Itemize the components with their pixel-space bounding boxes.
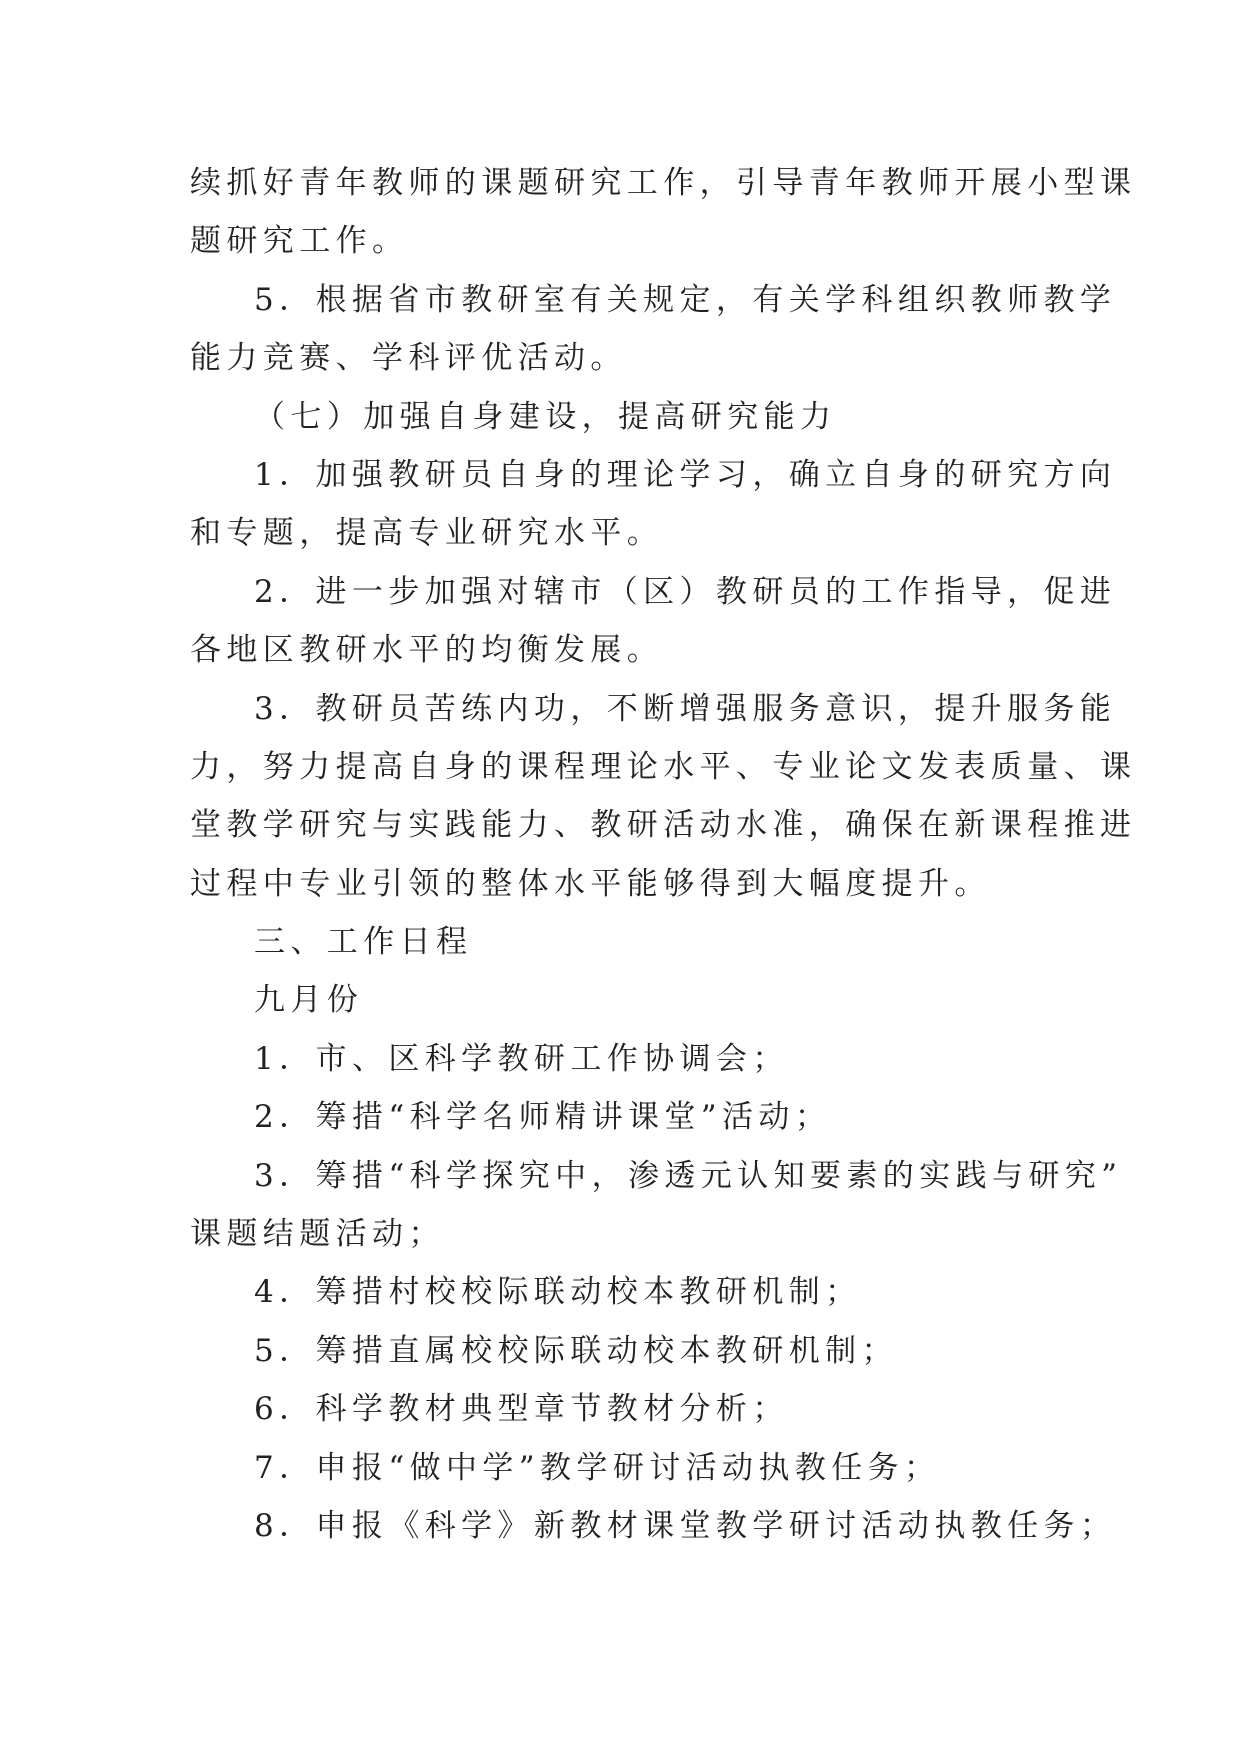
text-line: 2．进一步加强对辖市（区）教研员的工作指导，促进 — [254, 573, 1117, 610]
document-body — [190, 154, 1137, 1555]
list-item: 5．筹措直属校校际联动校本教研机制； — [254, 1332, 898, 1369]
text-line: 5．根据省市教研室有关规定，有关学科组织教师教学 — [254, 281, 1117, 318]
list-item: 7．申报“做中学”教学研讨活动执教任务； — [254, 1449, 941, 1486]
list-item: 1．市、区科学教研工作协调会； — [254, 1040, 789, 1077]
text-line: 和专题，提高专业研究水平。 — [190, 515, 664, 552]
text-line: 过程中专业引领的整体水平能够得到大幅度提升。 — [190, 865, 991, 902]
text-line: 续抓好青年教师的课题研究工作，引导青年教师开展小型课 — [190, 165, 1137, 201]
text-line: 3．教研员苦练内功，不断增强服务意识，提升服务能 — [254, 690, 1117, 727]
section-heading: （七）加强自身建设，提高研究能力 — [254, 398, 837, 435]
section-heading: 三、工作日程 — [254, 924, 473, 961]
list-item: 4．筹措村校校际联动校本教研机制； — [254, 1274, 862, 1311]
list-item: 3．筹措“科学探究中，渗透元认知要素的实践与研究” — [254, 1157, 1123, 1194]
text-line: 各地区教研水平的均衡发展。 — [190, 632, 664, 669]
text-line: 题研究工作。 — [190, 223, 409, 260]
list-item: 6．科学教材典型章节教材分析； — [254, 1391, 789, 1428]
text-line: 1．加强教研员自身的理论学习，确立自身的研究方向 — [254, 456, 1117, 493]
list-item-continuation: 课题结题活动； — [190, 1216, 445, 1253]
list-item: 8．申报《科学》新教材课堂教学研讨活动执教任务； — [254, 1507, 1117, 1544]
month-heading: 九月份 — [254, 982, 364, 1019]
list-item: 2．筹措“科学名师精讲课堂”活动； — [254, 1099, 832, 1136]
text-line: 力，努力提高自身的课程理论水平、专业论文发表质量、课 — [190, 748, 1137, 785]
text-line: 能力竞赛、学科评优活动。 — [190, 340, 627, 377]
text-line: 堂教学研究与实践能力、教研活动水准，确保在新课程推进 — [190, 807, 1137, 844]
